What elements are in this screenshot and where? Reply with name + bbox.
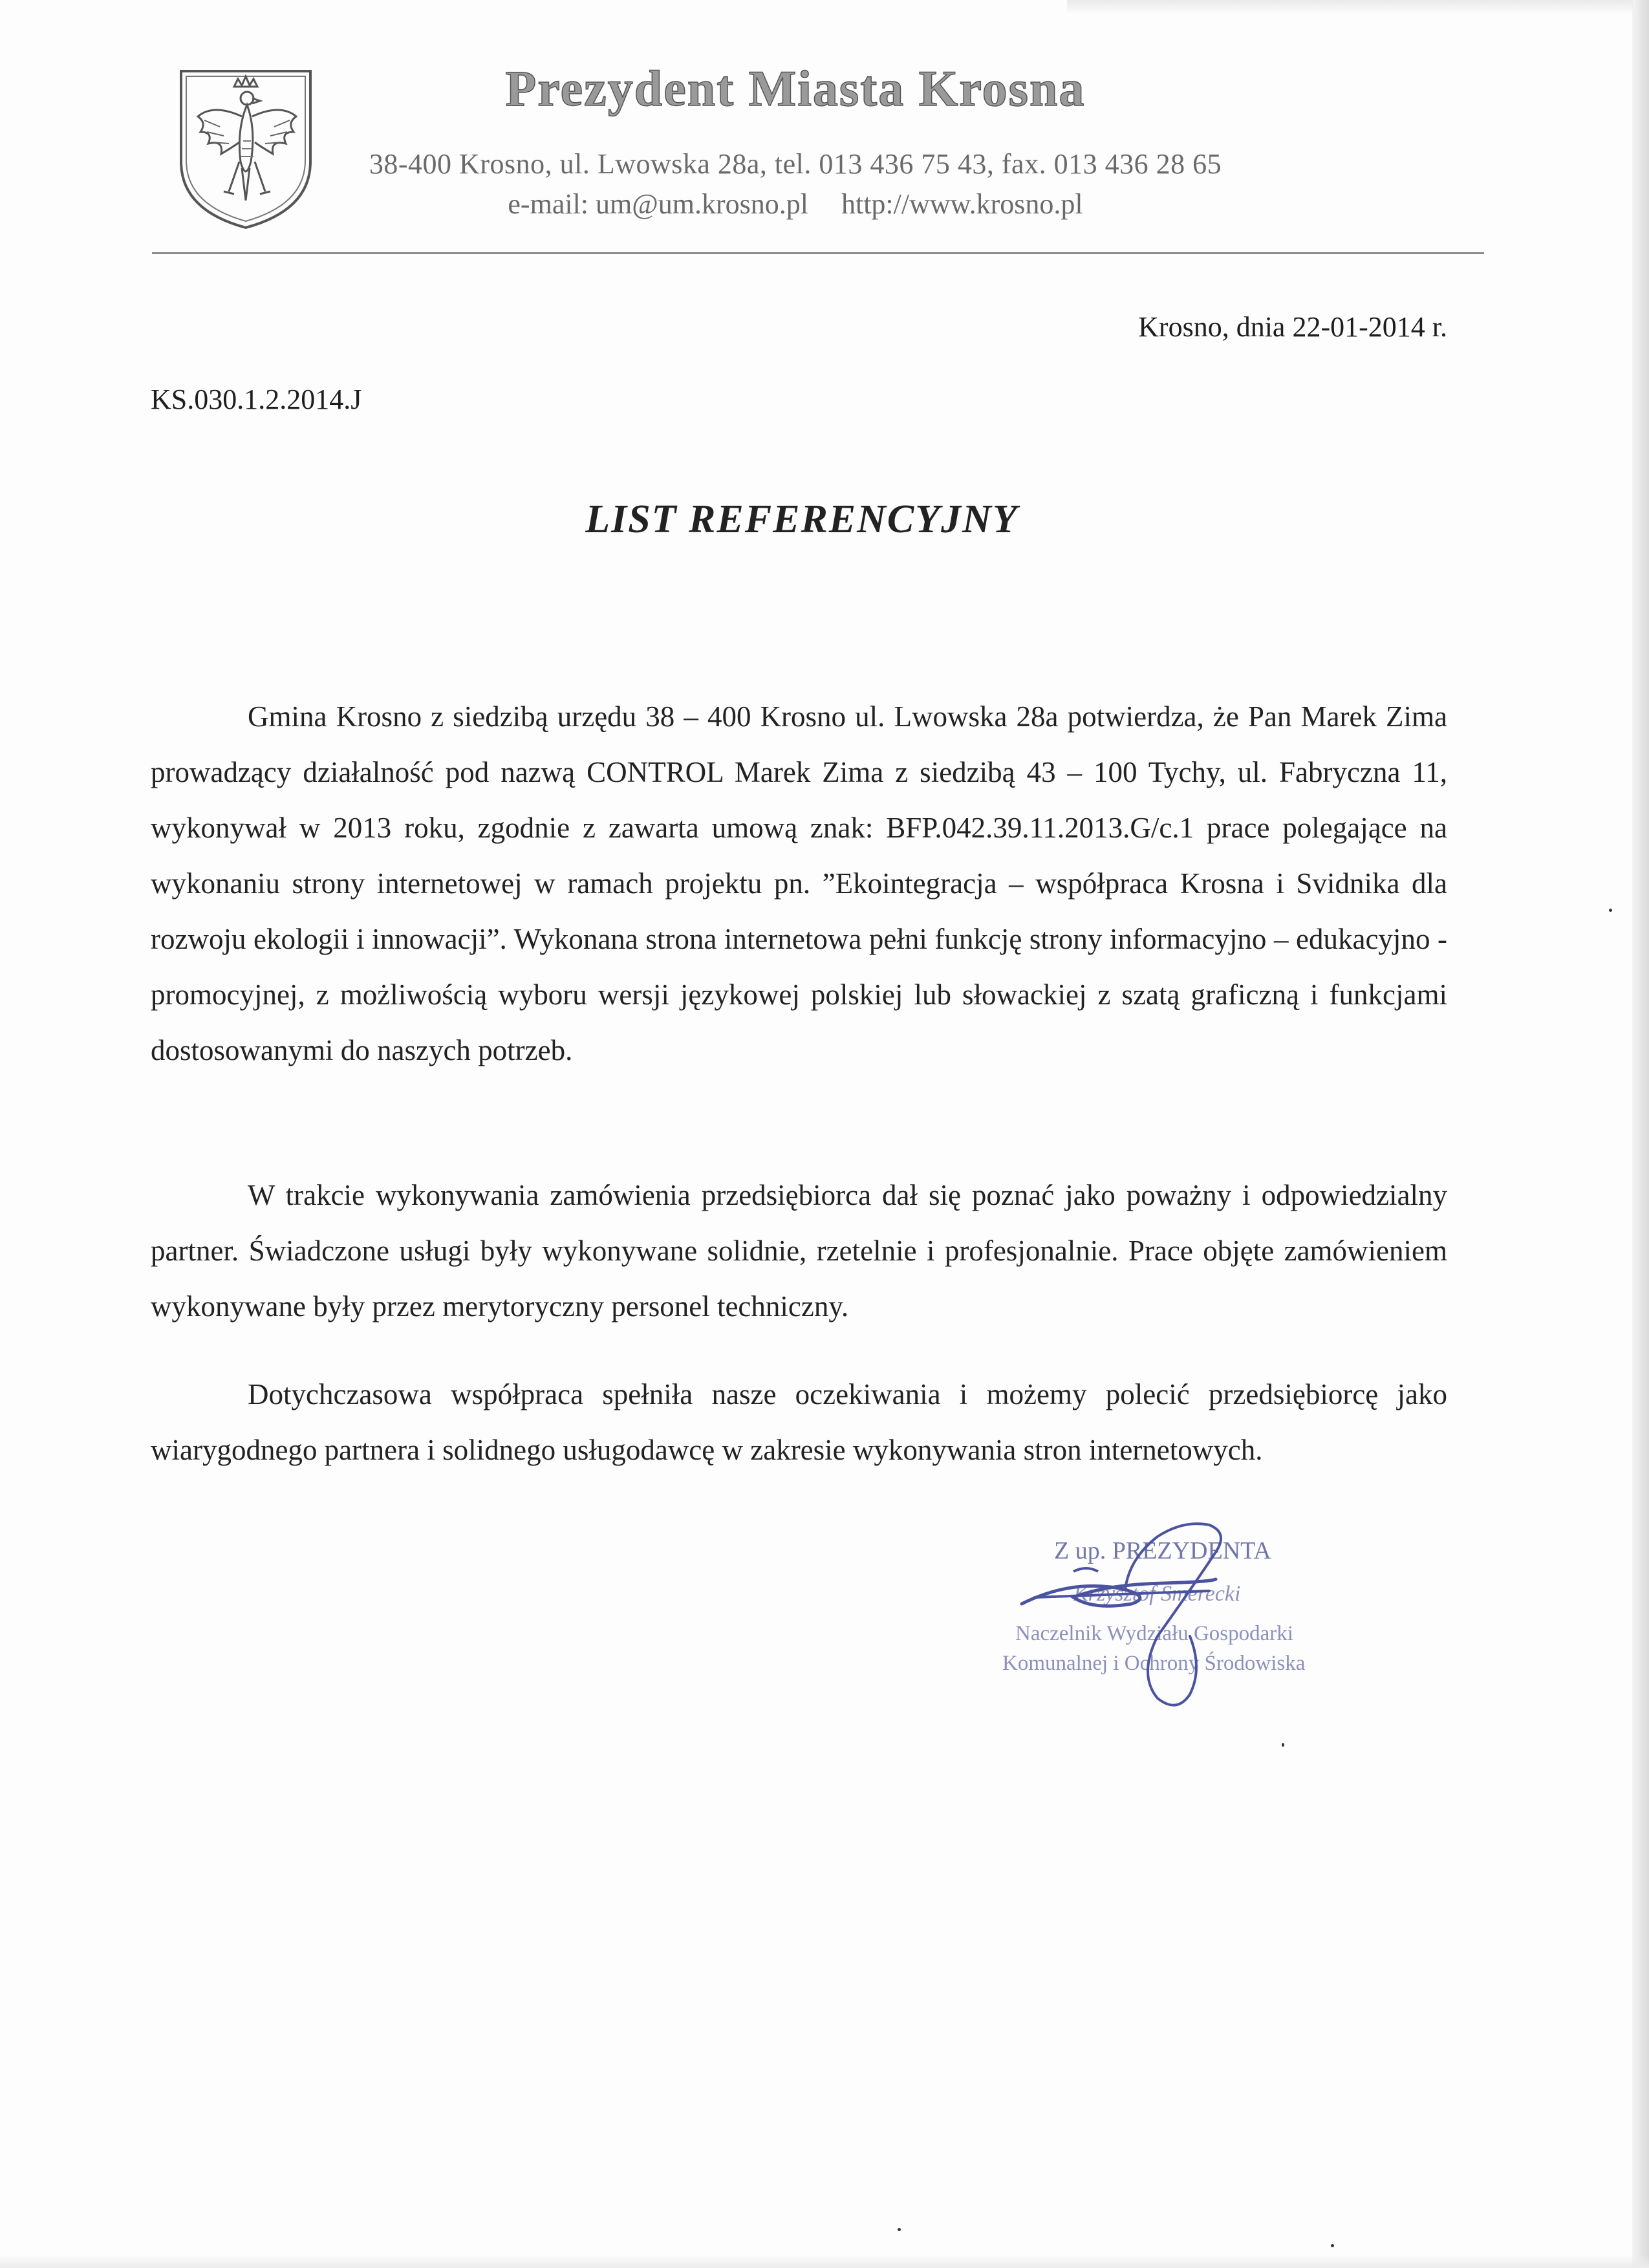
body-paragraph-2: W trakcie wykonywania zamówienia przedsiębiorca dał się poznać jako poważny i odpowiedzialny partner. Świadczone usługi były wykonywane solidnie, rzetelnie i profesjonalnie. Prace objęte zamówieniem wykonywane były przez merytoryczny personel techniczny. [151,1179,1447,1323]
scan-edge-right [1632,0,1649,2268]
letterhead-divider [152,252,1484,254]
scan-shadow-top [1067,0,1633,14]
scan-speck [1331,2244,1334,2247]
scan-edge-bottom [0,2255,1649,2268]
stamp-line-authority: Z up. PREZYDENTA [1054,1537,1271,1564]
letter-title: LIST REFERENCYJNY [585,497,1018,541]
reference-number: KS.030.1.2.2014.J [151,383,362,415]
date-line: Krosno, dnia 22-01-2014 r. [1138,311,1447,343]
scan-speck [898,2228,901,2231]
letterhead-title: Prezydent Miasta Krosna [505,60,1086,116]
body-paragraph-1: Gmina Krosno z siedzibą urzędu 38 – 400 Krosno ul. Lwowska 28a potwierdza, że Pan Marek Zima prowadzący działalność pod nazwą CONTROL Marek Zima z siedzibą 43 – 100 Tychy, ul. Fabryczna 11, wykonywał w 2013 roku, zgodnie z zawarta umową znak: BFP.042.39.11.2013.G/c.1 prace polegające na wykonaniu strony internetowej w ramach projektu pn. ”Ekointegracja – współpraca Krosna i Svidnika dla rozwoju ekologii i innowacji”. Wykonana strona internetowa pełni funkcję strony informacyjno – edukacyjno - promocyjnej, z możliwością wyboru wersji językowej polskiej lub słowackiej z szatą graficzną i funkcjami dostosowanymi do naszych potrzeb. [151,700,1447,1066]
letterhead-contact [278,188,1313,221]
handwritten-signature-icon [996,1507,1358,1727]
scan-speck [1609,909,1612,912]
body-paragraph-3: Dotychczasowa współpraca spełniła nasze oczekiwania i możemy polecić przedsiębiorcę jako wiarygodnego partnera i solidnego usługodawcę w zakresie wykonywania stron internetowych. [151,1378,1447,1466]
stamp-line-position: Naczelnik Wydziału Gospodarki [1015,1622,1293,1645]
stamp-line-department: Komunalnej i Ochrony Środowiska [1002,1652,1306,1675]
letterhead-website[interactable]: http://www.krosno.pl [841,188,1083,220]
stamp-line-name: Krzysztof Smerecki [1073,1582,1241,1606]
scan-speck [1282,1743,1284,1747]
signature-stamp [996,1507,1358,1727]
letterhead-address: 38-400 Krosno, ul. Lwowska 28a, tel. 013 436 75 43, fax. 013 436 28 65 [369,148,1222,180]
letterhead-email[interactable]: e-mail: um@um.krosno.pl [508,188,808,220]
